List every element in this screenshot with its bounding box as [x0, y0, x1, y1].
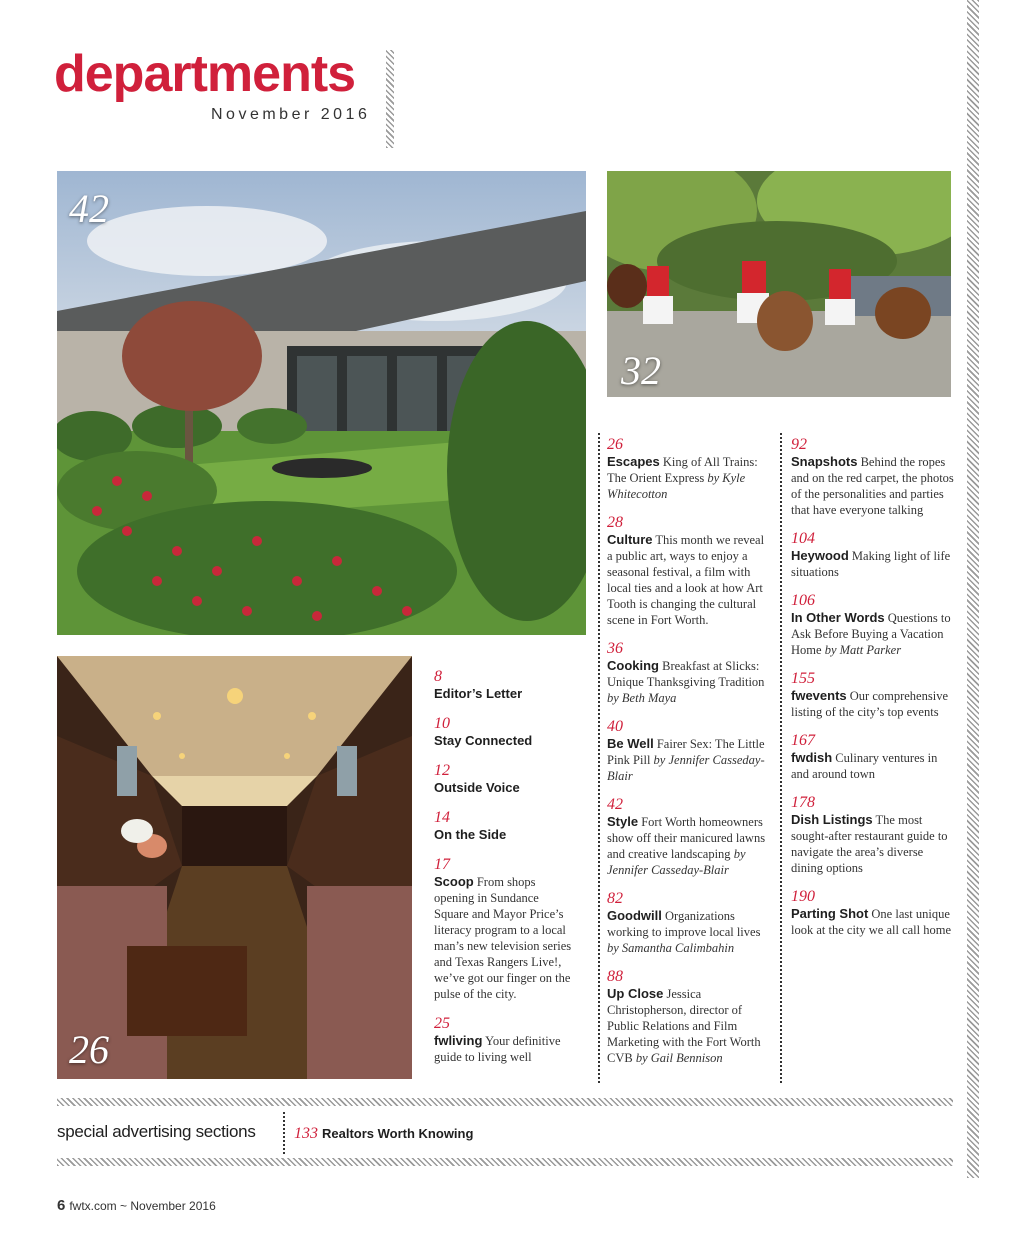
contents-entry: 82 Goodwill Organizations working to improve local lives by Samantha Calimbahin	[607, 890, 761, 955]
contents-entry: 36 Cooking Breakfast at Slicks: Unique Thanksgiving Tradition by Beth Maya	[607, 640, 765, 705]
contents-entry: 106 In Other Words Questions to Ask Before Buying a Vacation Home by Matt Parker	[791, 592, 951, 657]
contents-entry: 28 Culture This month we reveal a public art, ways to enjoy a seasonal festival, a film with local ties and a look at how Art Tooth is changing the cultural scene in Fort Worth.	[607, 514, 765, 627]
train-photo	[57, 656, 412, 1079]
footer-top-hatch	[57, 1098, 953, 1106]
garden-photo-number: 42	[69, 186, 109, 231]
page-number: 6	[57, 1197, 66, 1214]
folio	[57, 1197, 216, 1214]
issue-date: November 2016	[211, 106, 371, 123]
garden-photo	[57, 171, 586, 635]
contents-entry: 8 Editor’s Letter	[434, 668, 523, 701]
contents-entry: 12 Outside Voice	[434, 762, 520, 795]
contents-entry: 26 Escapes King of All Trains: The Orient Express by Kyle Whitecotton	[607, 436, 758, 501]
right-contents-column	[791, 436, 955, 938]
contents-entry: 40 Be Well Fairer Sex: The Little Pink Pill by Jennifer Casseday-Blair	[607, 718, 765, 783]
contents-entry: 42 Style Fort Worth homeowners show off their manicured lawns and creative landscaping by Jennifer Casseday-Blair	[607, 796, 766, 877]
left-contents-column	[434, 668, 576, 1078]
special-sections-title: special advertising sections	[57, 1122, 256, 1141]
contents-entry: 92 Snapshots Behind the ropes and on the red carpet, the photos of the personalities and parties that have everyone talking	[791, 436, 954, 517]
contents-entry: 104 Heywood Making light of life situations	[791, 530, 951, 579]
right-column-rule	[780, 433, 782, 1083]
right-edge-hatch	[967, 0, 979, 1178]
contents-entry: 25 fwliving Your definitive guide to living well	[434, 1015, 561, 1064]
folio-text: fwtx.com ~ November 2016	[69, 1199, 216, 1213]
contents-entry: 88 Up Close Jessica Christopherson, director of Public Relations and Film Marketing with the Fort Worth CVB by Gail Bennison	[607, 968, 761, 1065]
contents-entry: 14 On the Side	[434, 809, 507, 842]
contents-entry: 190 Parting Shot One last unique look at the city we all call home	[791, 888, 952, 937]
footer-bottom-hatch	[57, 1158, 953, 1166]
middle-contents-column	[607, 436, 770, 1066]
footer-divider	[283, 1112, 285, 1154]
contents-entry: 17 Scoop From shops opening in Sundance Square and Mayor Price’s literacy program to a local man’s new television series and Texas Rangers Live!, we’ve got our finger on the pulse of the city.	[434, 856, 572, 1001]
title-hatch	[386, 50, 394, 148]
contents-entry: 178 Dish Listings The most sought-after restaurant guide to navigate the area’s diverse dining options	[791, 794, 948, 875]
page-title: departments	[54, 45, 356, 103]
train-photo-number: 26	[69, 1027, 109, 1072]
middle-column-rule	[598, 433, 600, 1083]
contents-entry: 167 fwdish Culinary ventures in and around town	[791, 732, 938, 781]
special-section-entry: 133 Realtors Worth Knowing	[294, 1125, 474, 1142]
contents-entry: 10 Stay Connected	[434, 715, 533, 748]
taiko-photo-number: 32	[621, 348, 661, 393]
contents-entry: 155 fwevents Our comprehensive listing of the city’s top events	[791, 670, 948, 719]
taiko-photo	[607, 171, 951, 397]
